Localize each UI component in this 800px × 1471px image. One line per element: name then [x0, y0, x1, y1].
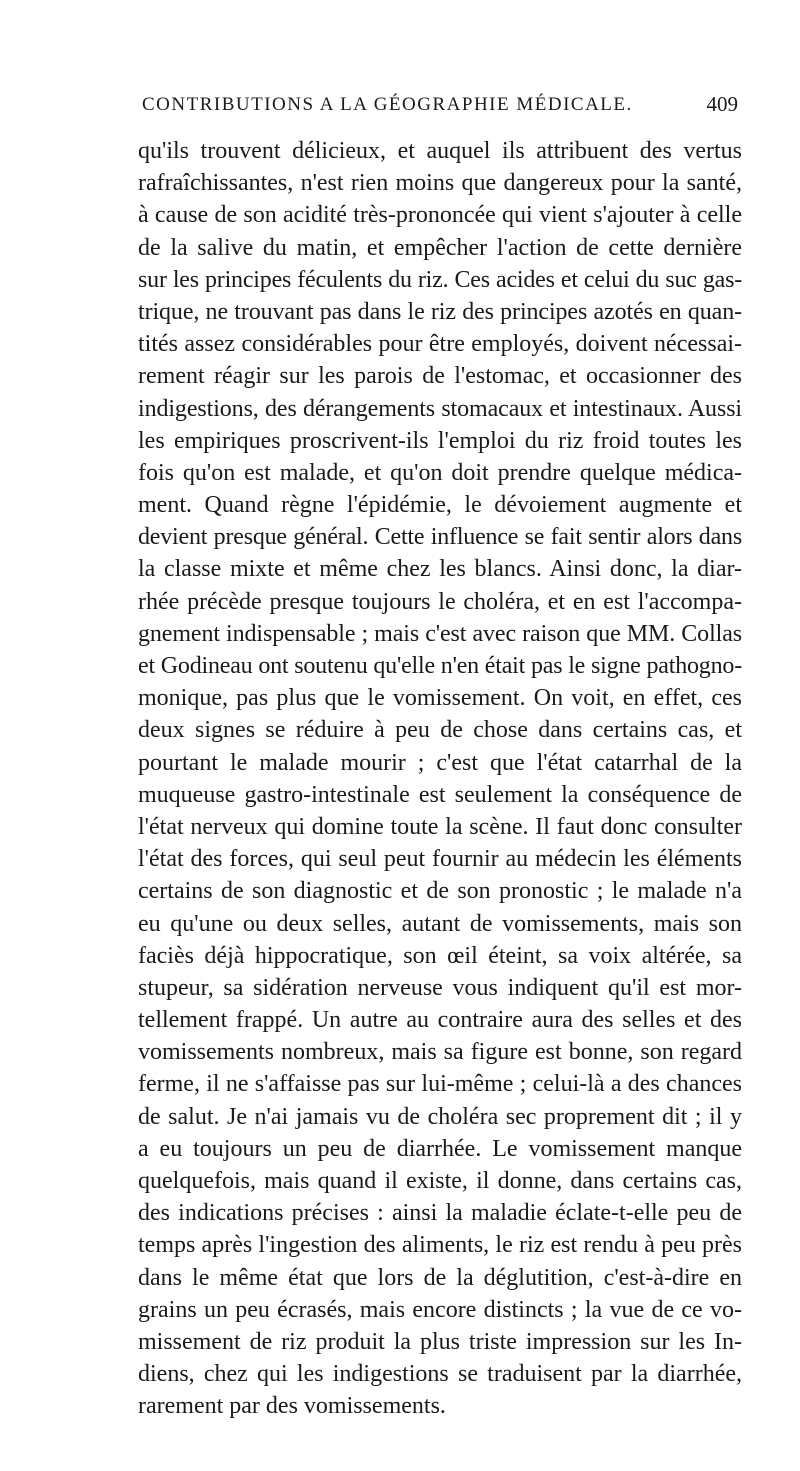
text-line: indigestions, des dérangements stomacaux et intestinaux. Aussi: [138, 395, 742, 422]
text-line: et Godineau ont soutenu qu'elle n'en était pas le signe pathogno-: [138, 653, 742, 679]
text-line: fois qu'on est malade, et qu'on doit prendre quelque médica-: [138, 459, 742, 486]
body-text: [138, 135, 742, 1423]
text-line: de salut. Je n'ai jamais vu de choléra sec proprement dit ; il y: [138, 1103, 742, 1130]
text-line: de la salive du matin, et empêcher l'action de cette dernière: [138, 234, 742, 261]
text-line: muqueuse gastro-intestinale est seulement la conséquence de: [138, 781, 742, 808]
text-line: dans le même état que lors de la déglutition, c'est-à-dire en: [138, 1264, 742, 1291]
text-line: qu'ils trouvent délicieux, et auquel ils attribuent des vertus: [138, 138, 742, 164]
running-title: CONTRIBUTIONS A LA GÉOGRAPHIE MÉDICALE.: [142, 94, 633, 115]
text-line: l'état des forces, qui seul peut fournir au médecin les éléments: [138, 846, 742, 873]
text-line: rafraîchissantes, n'est rien moins que dangereux pour la santé,: [138, 170, 742, 197]
text-line: diens, chez qui les indigestions se traduisent par la diarrhée,: [138, 1361, 742, 1388]
text-line: l'état nerveux qui domine toute la scène. Il faut donc consulter: [138, 813, 742, 840]
text-line: tités assez considérables pour être employés, doivent nécessai-: [138, 331, 742, 358]
text-line: grains un peu écrasés, mais encore distincts ; la vue de ce vo-: [138, 1296, 742, 1323]
text-line: temps après l'ingestion des aliments, le riz est rendu à peu près: [138, 1232, 742, 1259]
text-line: rhée précède presque toujours le choléra, et en est l'accompa-: [138, 588, 742, 615]
text-line: vomissements nombreux, mais sa figure est bonne, son regard: [138, 1039, 742, 1066]
text-line: trique, ne trouvant pas dans le riz des principes azotés en quan-: [138, 298, 742, 325]
text-line: eu qu'une ou deux selles, autant de vomissements, mais son: [138, 910, 742, 937]
text-line: a eu toujours un peu de diarrhée. Le vomissement manque: [138, 1135, 742, 1162]
text-line: rement réagir sur les parois de l'estomac, et occasionner des: [138, 363, 742, 390]
text-line: la classe mixte et même chez les blancs. Ainsi donc, la diar-: [138, 556, 742, 583]
text-line: missement de riz produit la plus triste impression sur les In-: [138, 1328, 742, 1355]
text-line: à cause de son acidité très-prononcée qui vient s'ajouter à celle: [138, 202, 742, 229]
text-line: stupeur, sa sidération nerveuse vous indiquent qu'il est mor-: [138, 974, 742, 1001]
text-line: des indications précises : ainsi la maladie éclate-t-elle peu de: [138, 1200, 742, 1227]
text-line: rarement par des vomissements.: [138, 1393, 446, 1420]
text-line: devient presque général. Cette influence se fait sentir alors dans: [138, 524, 742, 551]
text-line: ferme, il ne s'affaisse pas sur lui-même ; celui-là a des chances: [138, 1071, 742, 1098]
text-line: ment. Quand règne l'épidémie, le dévoiement augmente et: [138, 492, 742, 519]
text-line: pourtant le malade mourir ; c'est que l'état catarrhal de la: [138, 749, 742, 776]
text-line: deux signes se réduire à peu de chose dans certains cas, et: [138, 717, 742, 744]
text-line: gnement indispensable ; mais c'est avec raison que MM. Collas: [138, 620, 742, 647]
text-line: sur les principes féculents du riz. Ces acides et celui du suc gas-: [138, 266, 742, 293]
text-line: les empiriques proscrivent-ils l'emploi du riz froid toutes les: [138, 427, 742, 454]
text-line: quelquefois, mais quand il existe, il donne, dans certains cas,: [138, 1168, 742, 1194]
running-head: [142, 94, 742, 124]
text-line: tellement frappé. Un autre au contraire aura des selles et des: [138, 1007, 742, 1034]
text-line: certains de son diagnostic et de son pronostic ; le malade n'a: [138, 878, 742, 905]
text-line: monique, pas plus que le vomissement. On voit, en effet, ces: [138, 685, 742, 712]
text-line: faciès déjà hippocratique, son œil éteint, sa voix altérée, sa: [138, 942, 742, 969]
page-number: 409: [706, 92, 738, 116]
